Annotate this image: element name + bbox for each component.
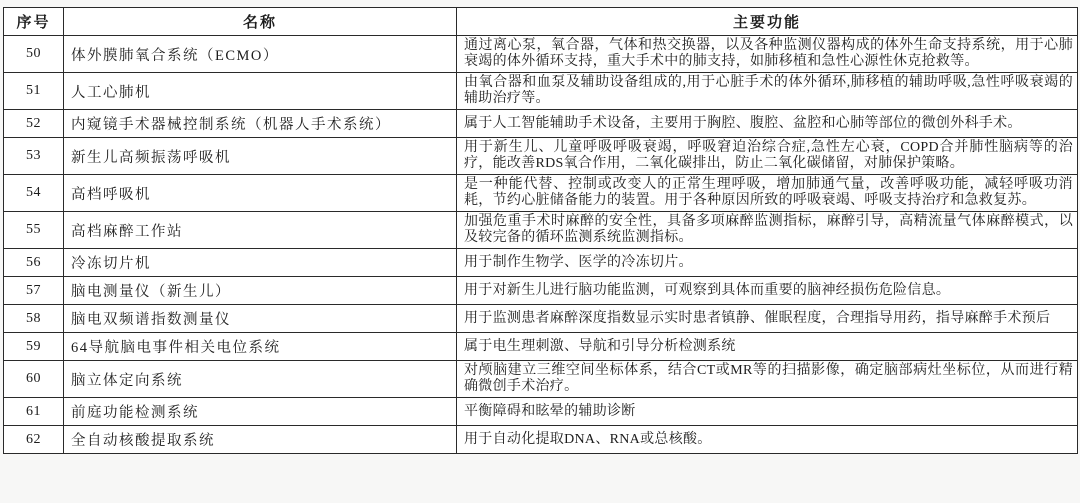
equipment-name: 脑立体定向系统 xyxy=(64,361,457,398)
header-index: 序号 xyxy=(4,8,64,36)
equipment-name: 新生儿高频振荡呼吸机 xyxy=(64,138,457,175)
row-index-number: 54 xyxy=(4,175,64,212)
equipment-name: 高档呼吸机 xyxy=(64,175,457,212)
equipment-name: 冷冻切片机 xyxy=(64,249,457,277)
header-row xyxy=(4,8,1078,36)
equipment-function: 属于人工智能辅助手术设备，主要用于胸腔、腹腔、盆腔和心肺等部位的微创外科手术。 xyxy=(457,110,1078,138)
row-index-number: 52 xyxy=(4,110,64,138)
equipment-name: 高档麻醉工作站 xyxy=(64,212,457,249)
table-row xyxy=(4,138,1078,175)
equipment-function: 用于自动化提取DNA、RNA或总核酸。 xyxy=(457,426,1078,454)
equipment-function: 用于制作生物学、医学的冷冻切片。 xyxy=(457,249,1078,277)
equipment-function: 通过离心泵，氧合器，气体和热交换器，以及各种监测仪器构成的体外生命支持系统，用于心肺衰竭的体外循环支持，重大手术中的肺支持，如肺移植和急性心源性休克抢救等。 xyxy=(457,36,1078,73)
row-index-number: 57 xyxy=(4,277,64,305)
equipment-function: 加强危重手术时麻醉的安全性，具备多项麻醉监测指标，麻醉引导，高精流量气体麻醉模式，以及较完备的循环监测系统监测指标。 xyxy=(457,212,1078,249)
equipment-name: 人工心肺机 xyxy=(64,73,457,110)
table-row xyxy=(4,110,1078,138)
table-row xyxy=(4,212,1078,249)
equipment-function: 由氧合器和血泵及辅助设备组成的,用于心脏手术的体外循环,肺移植的辅助呼吸,急性呼吸衰竭的辅助治疗等。 xyxy=(457,73,1078,110)
row-index-number: 61 xyxy=(4,398,64,426)
equipment-name: 全自动核酸提取系统 xyxy=(64,426,457,454)
table-row xyxy=(4,361,1078,398)
equipment-name: 前庭功能检测系统 xyxy=(64,398,457,426)
row-index-number: 56 xyxy=(4,249,64,277)
table-row xyxy=(4,277,1078,305)
equipment-name: 脑电测量仪（新生儿） xyxy=(64,277,457,305)
table-row xyxy=(4,398,1078,426)
equipment-function: 平衡障碍和眩晕的辅助诊断 xyxy=(457,398,1078,426)
table-row xyxy=(4,73,1078,110)
equipment-name: 体外膜肺氧合系统（ECMO） xyxy=(64,36,457,73)
row-index-number: 55 xyxy=(4,212,64,249)
equipment-function: 属于电生理刺激、导航和引导分析检测系统 xyxy=(457,333,1078,361)
table-row xyxy=(4,305,1078,333)
equipment-function: 是一种能代替、控制或改变人的正常生理呼吸，增加肺通气量，改善呼吸功能，减轻呼吸功消耗，节约心脏储备能力的装置。用于各种原因所致的呼吸衰竭、呼吸支持治疗和急救复苏。 xyxy=(457,175,1078,212)
equipment-function: 对颅脑建立三维空间坐标体系，结合CT或MR等的扫描影像，确定脑部病灶坐标位，从而进行精确微创手术治疗。 xyxy=(457,361,1078,398)
row-index-number: 59 xyxy=(4,333,64,361)
row-index-number: 58 xyxy=(4,305,64,333)
equipment-name: 脑电双频谱指数测量仪 xyxy=(64,305,457,333)
row-index-number: 53 xyxy=(4,138,64,175)
equipment-function: 用于对新生儿进行脑功能监测，可观察到具体而重要的脑神经损伤危险信息。 xyxy=(457,277,1078,305)
header-function: 主要功能 xyxy=(457,8,1078,36)
table-row xyxy=(4,426,1078,454)
table-row xyxy=(4,175,1078,212)
equipment-function: 用于新生儿、儿童呼吸呼吸衰竭，呼吸窘迫治综合症,急性左心衰，COPD合并肺性脑病等的治疗，能改善RDS氧合作用，二氧化碳排出，防止二氧化碳储留，对肺保护策略。 xyxy=(457,138,1078,175)
table-row xyxy=(4,36,1078,73)
row-index-number: 51 xyxy=(4,73,64,110)
equipment-name: 64导航脑电事件相关电位系统 xyxy=(64,333,457,361)
header-name: 名称 xyxy=(64,8,457,36)
equipment-table-body xyxy=(4,36,1078,454)
equipment-table xyxy=(3,7,1078,454)
equipment-function: 用于监测患者麻醉深度指数显示实时患者镇静、催眠程度，合理指导用药，指导麻醉手术预后 xyxy=(457,305,1078,333)
row-index-number: 62 xyxy=(4,426,64,454)
table-row xyxy=(4,249,1078,277)
row-index-number: 60 xyxy=(4,361,64,398)
equipment-name: 内窥镜手术器械控制系统（机器人手术系统） xyxy=(64,110,457,138)
table-row xyxy=(4,333,1078,361)
row-index-number: 50 xyxy=(4,36,64,73)
